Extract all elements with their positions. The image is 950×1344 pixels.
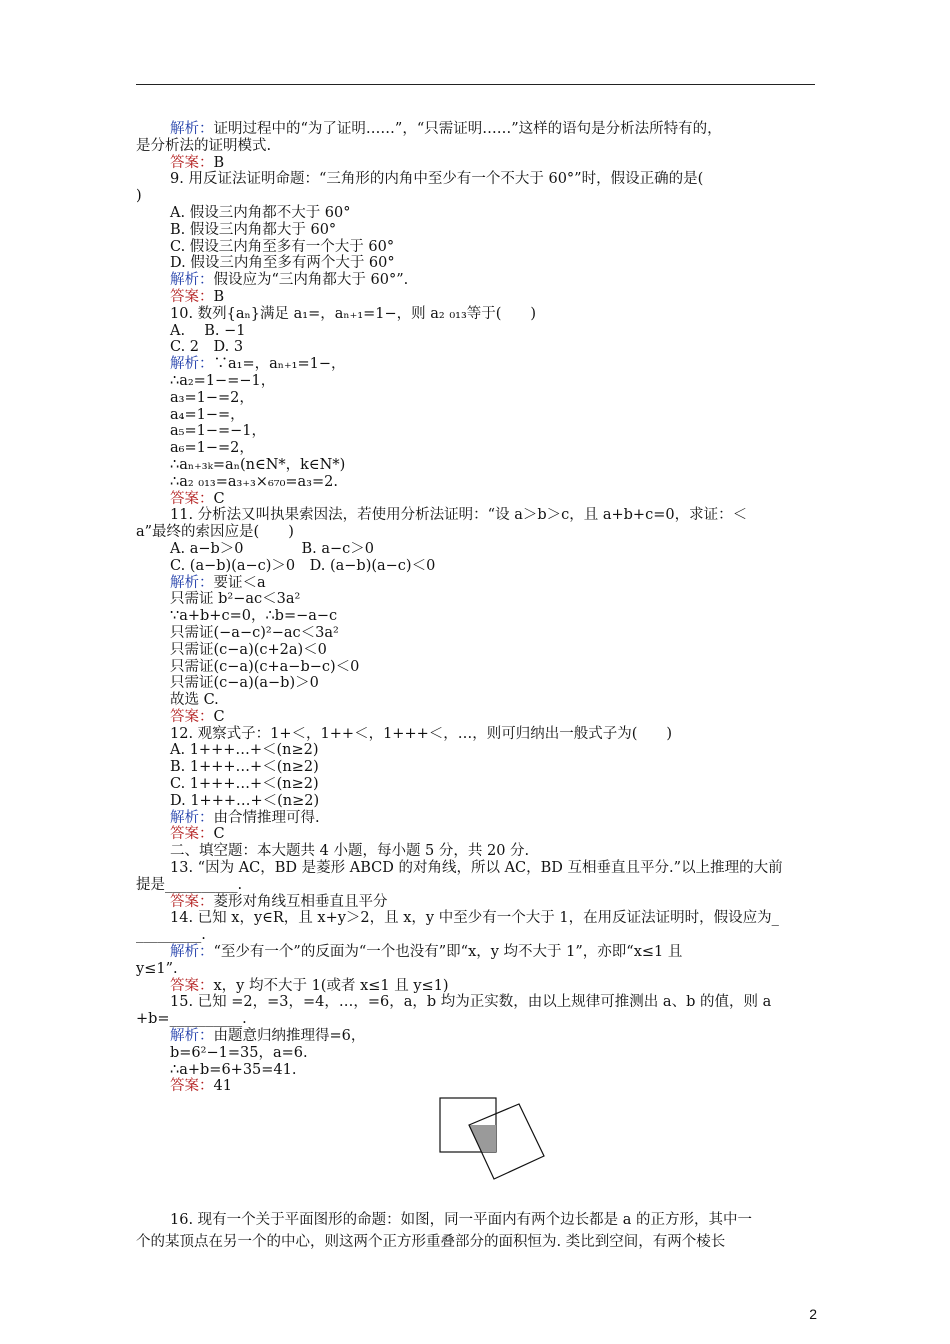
text-line — [136, 659, 815, 676]
line-text: 只需证(c−a)(c+a−b−c)＜0 — [170, 658, 360, 675]
text-line — [136, 843, 815, 860]
text-line — [136, 507, 815, 524]
line-text: C. 假设三内角至多有一个大于 60° — [170, 238, 395, 255]
text-line — [136, 457, 815, 474]
text-line — [136, 894, 815, 911]
answer-label: 答案： — [170, 154, 214, 171]
line-text: y≤1”. — [136, 960, 178, 977]
line-text: a₃=1−=2， — [170, 389, 254, 406]
line-text: a₆=1−=2， — [170, 440, 254, 457]
text-line — [136, 944, 815, 961]
text-line — [136, 1078, 815, 1095]
text-line — [136, 440, 815, 457]
line-text: 9. 用反证法证明命题：“三角形的内角中至少有一个不大于 60°”时，假设正确的是( — [170, 171, 704, 188]
text-line — [136, 591, 815, 608]
text-line — [136, 171, 815, 188]
answer-label: 答案： — [170, 893, 214, 910]
line-text: 二、填空题：本大题共 4 小题，每小题 5 分，共 20 分. — [170, 843, 530, 860]
line-text: C — [213, 826, 225, 843]
text-line — [136, 306, 815, 323]
line-text: a₄=1−=， — [170, 406, 245, 423]
text-line — [136, 675, 815, 692]
analysis-label: 解析： — [170, 356, 214, 373]
answer-label: 答案： — [170, 708, 214, 725]
text-line — [136, 138, 815, 155]
analysis-label: 解析： — [170, 272, 214, 289]
text-line — [136, 625, 815, 642]
text-line — [136, 255, 815, 272]
line-text: ∴aₙ₊₃ₖ=aₙ(n∈N*，k∈N*) — [170, 456, 346, 473]
line-text: ∴a₂ ₀₁₃=a₃₊₃×₆₇₀=a₃=2. — [170, 473, 338, 490]
line-text: A. a−b＞0 B. a−c＞0 — [170, 540, 375, 557]
text-line — [136, 994, 815, 1011]
text-line — [136, 910, 815, 927]
text-line — [136, 642, 815, 659]
line-text: x，y 均不大于 1(或者 x≤1 且 y≤1) — [213, 977, 449, 994]
text-line — [136, 121, 815, 138]
text-line — [136, 491, 815, 508]
line-text: 故选 C. — [170, 692, 219, 709]
line-text: 41 — [213, 1078, 232, 1095]
text-line — [136, 272, 815, 289]
answer-label: 答案： — [170, 490, 214, 507]
text-line: 个的某顶点在另一个的中心，则这两个正方形重叠部分的面积恒为. 类比到空间，有两个棱长 — [136, 1234, 726, 1250]
line-text: 13. “因为 AC，BD 是菱形 ABCD 的对角线，所以 AC，BD 互相垂直且平分.”以上推理的大前 — [170, 860, 783, 877]
line-text: 12. 观察式子：1+＜，1++＜，1+++＜，…，则可归纳出一般式子为( ) — [170, 725, 673, 742]
line-text: a₅=1−=−1， — [170, 423, 267, 440]
text-line — [136, 575, 815, 592]
line-text: 由合情推理可得. — [213, 809, 320, 826]
line-text: 假设应为“三内角都大于 60°”. — [213, 272, 409, 289]
line-text: A. B. −1 — [170, 322, 246, 339]
line-text: 由题意归纳推理得=6， — [213, 1028, 366, 1045]
header-rule — [136, 84, 815, 85]
text-line — [136, 1011, 815, 1028]
text-line — [136, 742, 815, 759]
line-text: 只需证(c−a)(a−b)＞0 — [170, 675, 319, 692]
line-text: B. 1+++…+＜(n≥2) — [170, 759, 319, 776]
line-text: 只需证(−a−c)²−ac＜3a² — [170, 624, 339, 641]
analysis-label: 解析： — [170, 944, 214, 961]
overlapping-squares-figure — [438, 1096, 548, 1182]
text-line — [136, 222, 815, 239]
line-text: b=6²−1=35，a=6. — [170, 1044, 308, 1061]
text-line — [136, 155, 815, 172]
text-line — [136, 810, 815, 827]
text-line — [136, 239, 815, 256]
text-line — [136, 709, 815, 726]
line-text: 是分析法的证明模式. — [136, 137, 272, 154]
text-line — [136, 608, 815, 625]
text-line — [136, 339, 815, 356]
text-line — [136, 205, 815, 222]
line-text: ) — [136, 188, 142, 205]
text-line — [136, 1045, 815, 1062]
text-line — [136, 826, 815, 843]
text-line — [136, 356, 815, 373]
line-text: +b=__________. — [136, 1011, 247, 1028]
analysis-label: 解析： — [170, 121, 214, 137]
analysis-label: 解析： — [170, 809, 214, 826]
text-line — [136, 1062, 815, 1079]
line-text: B. 假设三内角都大于 60° — [170, 221, 337, 238]
line-text: 菱形对角线互相垂直且平分 — [213, 893, 388, 910]
line-text: C — [213, 708, 225, 725]
line-text: ∵a+b+c=0，∴b=−a−c — [170, 608, 338, 625]
text-line — [136, 474, 815, 491]
document-body — [136, 121, 815, 1095]
text-line — [136, 877, 815, 894]
answer-label: 答案： — [170, 826, 214, 843]
analysis-label: 解析： — [170, 1028, 214, 1045]
text-line — [136, 407, 815, 424]
text-line — [136, 776, 815, 793]
answer-label: 答案： — [170, 288, 214, 305]
text-line — [136, 726, 815, 743]
line-text: “至少有一个”的反面为“一个也没有”即“x，y 均不大于 1”，亦即“x≤1 且 — [213, 944, 683, 961]
line-text: ∴a+b=6+35=41. — [170, 1061, 297, 1078]
text-line — [136, 860, 815, 877]
analysis-label: 解析： — [170, 574, 214, 591]
page-number: 2 — [809, 1306, 817, 1322]
question-16 — [136, 1209, 815, 1253]
line-text: D. 假设三内角至多有两个大于 60° — [170, 255, 395, 272]
line-text: A. 1+++…+＜(n≥2) — [170, 742, 319, 759]
text-line — [136, 188, 815, 205]
text-line — [136, 793, 815, 810]
text-line — [136, 524, 815, 541]
line-text: C. 2 D. 3 — [170, 339, 244, 356]
line-text: C. (a−b)(a−c)＞0 D. (a−b)(a−c)＜0 — [170, 557, 436, 574]
line-text: 14. 已知 x，y∈R，且 x+y＞2，且 x，y 中至少有一个大于 1，在用反证法证明时，假设应为_ — [170, 910, 779, 927]
line-text: 15. 已知 =2，=3，=4，…，=6，a，b 均为正实数，由以上规律可推测出 a、b 的值，则 a — [170, 994, 772, 1011]
line-text: 证明过程中的“为了证明……”，“只需证明……”这样的语句是分析法所特有的， — [213, 121, 722, 137]
answer-label: 答案： — [170, 1078, 214, 1095]
text-line — [136, 423, 815, 440]
line-text: C. 1+++…+＜(n≥2) — [170, 776, 319, 793]
line-text: D. 1+++…+＜(n≥2) — [170, 792, 320, 809]
text-line — [136, 289, 815, 306]
line-text: 10. 数列{aₙ}满足 a₁=，aₙ₊₁=1−，则 a₂ ₀₁₃等于( ) — [170, 305, 537, 322]
text-line — [136, 961, 815, 978]
text-line — [136, 927, 815, 944]
answer-label: 答案： — [170, 977, 214, 994]
line-text: A. 假设三内角都不大于 60° — [170, 204, 351, 221]
line-text: 要证＜a — [213, 574, 266, 591]
line-text: 11. 分析法又叫执果索因法，若使用分析法证明：“设 a＞b＞c，且 a+b+c=0，求证：＜ — [170, 507, 748, 524]
line-text: ∴a₂=1−=−1， — [170, 372, 276, 389]
text-line — [136, 558, 815, 575]
overlap-region — [469, 1125, 496, 1152]
text-line — [136, 759, 815, 776]
line-text: 只需证(c−a)(c+2a)＜0 — [170, 641, 327, 658]
line-text: C — [213, 490, 225, 507]
text-line — [136, 978, 815, 995]
line-text: 只需证 b²−ac＜3a² — [170, 591, 301, 608]
text-line — [136, 390, 815, 407]
text-line — [136, 1028, 815, 1045]
text-line — [136, 323, 815, 340]
text-line — [136, 541, 815, 558]
line-text: ∵a₁=，aₙ₊₁=1−， — [213, 356, 346, 373]
line-text: 提是__________. — [136, 876, 243, 893]
text-line — [136, 373, 815, 390]
text-line: 16. 现有一个关于平面图形的命题：如图，同一平面内有两个边长都是 a 的正方形，其中一 — [170, 1212, 753, 1228]
text-line — [136, 692, 815, 709]
line-text: B — [213, 288, 225, 305]
line-text: B — [213, 154, 225, 171]
line-text: _________. — [136, 927, 206, 944]
line-text: a”最终的索因应是( ) — [136, 524, 294, 541]
